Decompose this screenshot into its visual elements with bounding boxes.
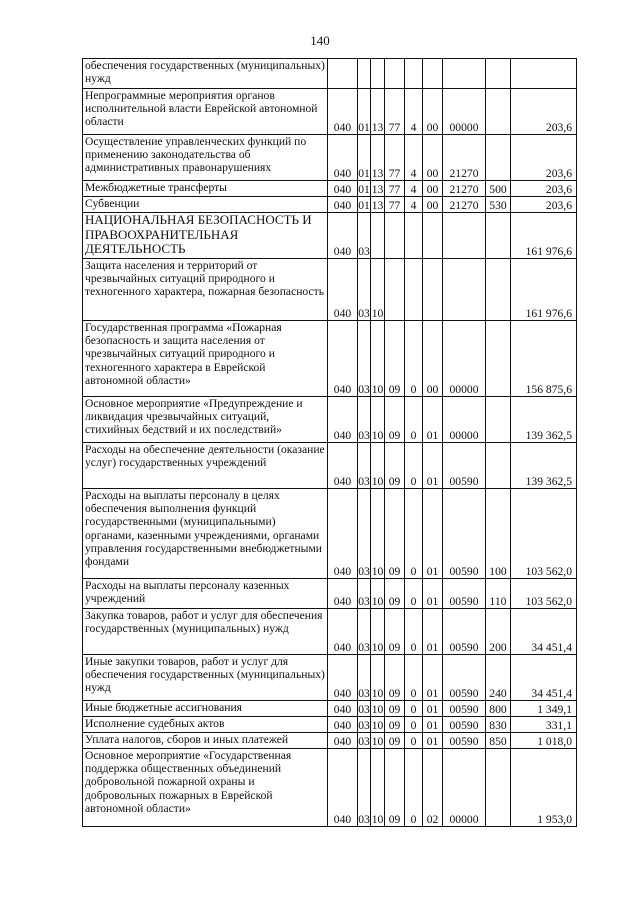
cell-target-direction: 00590 <box>443 579 486 609</box>
cell-amount: 331,1 <box>511 717 577 733</box>
cell-name: Иные бюджетные ассигнования <box>83 701 328 717</box>
cell-section: 01 <box>358 197 371 213</box>
cell-target-subprogram: 0 <box>405 489 423 579</box>
table-row <box>83 135 577 181</box>
cell-target-event <box>423 259 443 321</box>
cell-section: 03 <box>358 579 371 609</box>
cell-expense-type: 240 <box>486 655 511 701</box>
cell-subsection: 13 <box>371 181 385 197</box>
table-row <box>83 321 577 397</box>
cell-name: Закупка товаров, работ и услуг для обеспечения государственных (муниципальных) нужд <box>83 609 328 655</box>
cell-amount: 34 451,4 <box>511 609 577 655</box>
table-row <box>83 655 577 701</box>
cell-subsection: 10 <box>371 609 385 655</box>
cell-target-subprogram: 0 <box>405 749 423 827</box>
cell-target-direction: 00590 <box>443 717 486 733</box>
page-number: 140 <box>310 33 330 48</box>
cell-amount: 203,6 <box>511 181 577 197</box>
table-row <box>83 609 577 655</box>
cell-section: 03 <box>358 717 371 733</box>
cell-section: 03 <box>358 321 371 397</box>
budget-table <box>82 58 577 827</box>
cell-expense-type: 830 <box>486 717 511 733</box>
cell-target-direction: 21270 <box>443 181 486 197</box>
cell-target-event: 00 <box>423 135 443 181</box>
cell-target-event: 01 <box>423 717 443 733</box>
cell-target-event <box>423 59 443 89</box>
cell-expense-type <box>486 135 511 181</box>
cell-target-program: 77 <box>385 89 405 135</box>
cell-target-program: 09 <box>385 397 405 443</box>
cell-name: Межбюджетные трансферты <box>83 181 328 197</box>
table-row <box>83 397 577 443</box>
cell-target-subprogram: 0 <box>405 321 423 397</box>
cell-target-program: 09 <box>385 443 405 489</box>
cell-target-subprogram: 0 <box>405 609 423 655</box>
cell-target-subprogram: 0 <box>405 717 423 733</box>
table-row <box>83 579 577 609</box>
cell-subsection: 10 <box>371 397 385 443</box>
table-row <box>83 181 577 197</box>
cell-grbs: 040 <box>328 135 358 181</box>
cell-subsection <box>371 59 385 89</box>
cell-grbs: 040 <box>328 89 358 135</box>
cell-section: 03 <box>358 609 371 655</box>
cell-grbs: 040 <box>328 321 358 397</box>
cell-grbs: 040 <box>328 259 358 321</box>
cell-target-program: 09 <box>385 733 405 749</box>
cell-grbs: 040 <box>328 443 358 489</box>
cell-amount: 156 875,6 <box>511 321 577 397</box>
cell-expense-type: 100 <box>486 489 511 579</box>
table-row <box>83 443 577 489</box>
table-row <box>83 259 577 321</box>
cell-amount: 1 953,0 <box>511 749 577 827</box>
table-row <box>83 749 577 827</box>
cell-name: Основное мероприятие «Государственная поддержка общественных объединений добровольной пожарной охраны и добровольных пожарных в Еврейской автономной области» <box>83 749 328 827</box>
cell-target-direction: 21270 <box>443 197 486 213</box>
cell-name: Уплата налогов, сборов и иных платежей <box>83 733 328 749</box>
cell-amount: 203,6 <box>511 135 577 181</box>
cell-target-subprogram: 0 <box>405 443 423 489</box>
cell-name: Расходы на выплаты персоналу казенных учреждений <box>83 579 328 609</box>
cell-amount: 103 562,0 <box>511 579 577 609</box>
table-row <box>83 701 577 717</box>
cell-target-event: 01 <box>423 701 443 717</box>
cell-target-subprogram: 0 <box>405 397 423 443</box>
cell-target-subprogram: 0 <box>405 579 423 609</box>
cell-section: 03 <box>358 733 371 749</box>
cell-subsection: 10 <box>371 701 385 717</box>
cell-target-program: 09 <box>385 701 405 717</box>
cell-name: Непрограммные мероприятия органов исполнительной власти Еврейской автономной области <box>83 89 328 135</box>
cell-target-direction: 00000 <box>443 749 486 827</box>
cell-target-direction: 00000 <box>443 89 486 135</box>
cell-target-subprogram: 4 <box>405 135 423 181</box>
cell-target-subprogram: 4 <box>405 197 423 213</box>
cell-target-program: 09 <box>385 717 405 733</box>
cell-target-direction: 00590 <box>443 655 486 701</box>
cell-amount: 161 976,6 <box>511 259 577 321</box>
cell-name: Расходы на обеспечение деятельности (оказание услуг) государственных учреждений <box>83 443 328 489</box>
cell-name: Осуществление управленческих функций по применению законодательства об административных правонарушениях <box>83 135 328 181</box>
cell-subsection: 13 <box>371 197 385 213</box>
table-row <box>83 213 577 259</box>
cell-grbs: 040 <box>328 181 358 197</box>
cell-name: Защита населения и территорий от чрезвычайных ситуаций природного и техногенного характера, пожарная безопасность <box>83 259 328 321</box>
cell-target-direction: 00590 <box>443 489 486 579</box>
cell-subsection: 10 <box>371 443 385 489</box>
cell-amount: 1 349,1 <box>511 701 577 717</box>
cell-target-event: 00 <box>423 321 443 397</box>
cell-expense-type <box>486 321 511 397</box>
cell-grbs: 040 <box>328 197 358 213</box>
cell-target-direction: 00590 <box>443 443 486 489</box>
cell-name: обеспечения государственных (муниципальных) нужд <box>83 59 328 89</box>
cell-target-event: 01 <box>423 489 443 579</box>
cell-amount: 203,6 <box>511 89 577 135</box>
cell-target-direction: 00590 <box>443 609 486 655</box>
cell-target-direction: 21270 <box>443 135 486 181</box>
cell-target-subprogram: 0 <box>405 701 423 717</box>
table-body <box>83 59 577 827</box>
table-row <box>83 197 577 213</box>
cell-subsection: 10 <box>371 717 385 733</box>
cell-section: 03 <box>358 397 371 443</box>
cell-target-direction <box>443 213 486 259</box>
cell-target-direction: 00000 <box>443 397 486 443</box>
cell-subsection: 10 <box>371 749 385 827</box>
cell-target-subprogram: 4 <box>405 181 423 197</box>
cell-amount: 139 362,5 <box>511 443 577 489</box>
cell-target-event: 00 <box>423 197 443 213</box>
cell-grbs <box>328 59 358 89</box>
cell-expense-type: 530 <box>486 197 511 213</box>
cell-target-event <box>423 213 443 259</box>
cell-section: 03 <box>358 701 371 717</box>
cell-grbs: 040 <box>328 717 358 733</box>
cell-target-program: 77 <box>385 181 405 197</box>
cell-target-program: 09 <box>385 579 405 609</box>
cell-target-direction: 00000 <box>443 321 486 397</box>
cell-section: 03 <box>358 489 371 579</box>
cell-subsection: 10 <box>371 259 385 321</box>
cell-name: Субвенции <box>83 197 328 213</box>
cell-expense-type <box>486 397 511 443</box>
cell-expense-type: 850 <box>486 733 511 749</box>
cell-expense-type <box>486 259 511 321</box>
cell-section: 01 <box>358 181 371 197</box>
cell-amount <box>511 59 577 89</box>
cell-amount: 203,6 <box>511 197 577 213</box>
cell-target-event: 01 <box>423 579 443 609</box>
cell-expense-type <box>486 749 511 827</box>
cell-target-subprogram: 4 <box>405 89 423 135</box>
cell-target-subprogram <box>405 259 423 321</box>
cell-expense-type: 200 <box>486 609 511 655</box>
cell-section: 03 <box>358 749 371 827</box>
table-row <box>83 489 577 579</box>
cell-target-event: 00 <box>423 89 443 135</box>
cell-subsection: 10 <box>371 733 385 749</box>
cell-section: 03 <box>358 655 371 701</box>
cell-amount: 103 562,0 <box>511 489 577 579</box>
table-row <box>83 717 577 733</box>
cell-name: Государственная программа «Пожарная безопасность и защита населения от чрезвычайных ситуаций природного и техногенного характера в Еврейской автономной области» <box>83 321 328 397</box>
cell-expense-type: 500 <box>486 181 511 197</box>
cell-section <box>358 59 371 89</box>
cell-target-event: 01 <box>423 733 443 749</box>
cell-expense-type <box>486 213 511 259</box>
cell-target-program: 09 <box>385 655 405 701</box>
cell-target-event: 01 <box>423 397 443 443</box>
cell-target-program: 09 <box>385 609 405 655</box>
cell-subsection: 10 <box>371 321 385 397</box>
cell-target-program: 77 <box>385 135 405 181</box>
cell-section: 03 <box>358 213 371 259</box>
cell-grbs: 040 <box>328 749 358 827</box>
cell-grbs: 040 <box>328 579 358 609</box>
cell-expense-type <box>486 443 511 489</box>
cell-expense-type: 800 <box>486 701 511 717</box>
cell-subsection: 10 <box>371 655 385 701</box>
cell-subsection: 10 <box>371 489 385 579</box>
cell-target-program: 09 <box>385 321 405 397</box>
cell-target-event: 02 <box>423 749 443 827</box>
cell-target-program <box>385 213 405 259</box>
cell-name: НАЦИОНАЛЬНАЯ БЕЗОПАСНОСТЬ И ПРАВООХРАНИТЕЛЬНАЯ ДЕЯТЕЛЬНОСТЬ <box>83 213 328 259</box>
cell-grbs: 040 <box>328 733 358 749</box>
cell-target-subprogram: 0 <box>405 655 423 701</box>
cell-subsection: 13 <box>371 135 385 181</box>
cell-expense-type: 110 <box>486 579 511 609</box>
table-row <box>83 59 577 89</box>
cell-target-program <box>385 259 405 321</box>
table-row <box>83 89 577 135</box>
cell-amount: 139 362,5 <box>511 397 577 443</box>
cell-target-program: 77 <box>385 197 405 213</box>
cell-amount: 161 976,6 <box>511 213 577 259</box>
cell-target-direction <box>443 59 486 89</box>
table-row <box>83 733 577 749</box>
cell-grbs: 040 <box>328 213 358 259</box>
cell-name: Иные закупки товаров, работ и услуг для обеспечения государственных (муниципальных) нужд <box>83 655 328 701</box>
cell-subsection: 13 <box>371 89 385 135</box>
cell-section: 03 <box>358 259 371 321</box>
cell-expense-type <box>486 59 511 89</box>
cell-section: 01 <box>358 135 371 181</box>
cell-section: 01 <box>358 89 371 135</box>
cell-grbs: 040 <box>328 609 358 655</box>
cell-expense-type <box>486 89 511 135</box>
cell-target-direction <box>443 259 486 321</box>
cell-target-event: 01 <box>423 655 443 701</box>
cell-target-program: 09 <box>385 749 405 827</box>
cell-amount: 1 018,0 <box>511 733 577 749</box>
cell-amount: 34 451,4 <box>511 655 577 701</box>
cell-grbs: 040 <box>328 397 358 443</box>
cell-name: Расходы на выплаты персоналу в целях обеспечения выполнения функций государственными (муниципальными) органами, казенными учреждениями, органами управления государственными внебюджетными фондами <box>83 489 328 579</box>
cell-target-program <box>385 59 405 89</box>
cell-target-subprogram <box>405 59 423 89</box>
cell-target-event: 01 <box>423 609 443 655</box>
cell-section: 03 <box>358 443 371 489</box>
cell-grbs: 040 <box>328 655 358 701</box>
cell-name: Основное мероприятие «Предупреждение и ликвидация чрезвычайных ситуаций, стихийных бедствий и их последствий» <box>83 397 328 443</box>
cell-target-program: 09 <box>385 489 405 579</box>
cell-target-event: 00 <box>423 181 443 197</box>
cell-grbs: 040 <box>328 701 358 717</box>
cell-subsection: 10 <box>371 579 385 609</box>
cell-target-direction: 00590 <box>443 733 486 749</box>
cell-name: Исполнение судебных актов <box>83 717 328 733</box>
cell-target-event: 01 <box>423 443 443 489</box>
cell-grbs: 040 <box>328 489 358 579</box>
cell-target-subprogram <box>405 213 423 259</box>
cell-subsection <box>371 213 385 259</box>
cell-target-subprogram: 0 <box>405 733 423 749</box>
cell-target-direction: 00590 <box>443 701 486 717</box>
